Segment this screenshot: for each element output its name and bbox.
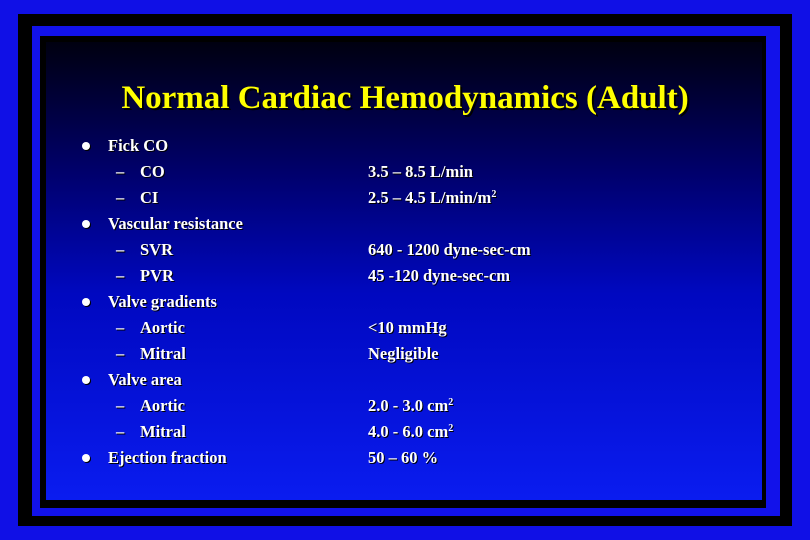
sub-item-label: SVR <box>140 240 174 259</box>
value-text: Negligible <box>368 344 439 363</box>
value-text: 4.0 - 6.0 cm <box>368 422 449 441</box>
normal-range-value <box>368 424 453 441</box>
bullet-icon <box>82 142 90 150</box>
sub-item-label: Mitral <box>140 344 186 363</box>
sub-item-label: CO <box>140 162 165 181</box>
bullet-icon <box>82 454 90 462</box>
normal-range-value <box>368 346 439 363</box>
superscript: 2 <box>448 423 454 434</box>
list-item-label: Vascular resistance <box>108 214 243 233</box>
dash-marker: – <box>116 240 125 259</box>
list-item-label: Valve area <box>108 370 182 389</box>
bullet-icon <box>82 220 90 228</box>
normal-range-value <box>368 268 510 285</box>
list-item-label: Fick CO <box>108 136 169 155</box>
value-text: <10 mmHg <box>368 318 447 337</box>
dash-marker: – <box>116 396 125 415</box>
normal-range-value <box>368 164 473 181</box>
bullet-icon <box>82 376 90 384</box>
dash-marker: – <box>116 422 125 441</box>
superscript: 2 <box>448 397 454 408</box>
dash-marker: – <box>116 266 125 285</box>
normal-range-value <box>368 190 496 207</box>
normal-range-value <box>368 398 453 415</box>
normal-range-value <box>368 320 447 337</box>
bullet-icon <box>82 298 90 306</box>
dash-marker: – <box>116 188 125 207</box>
normal-range-value <box>368 242 531 259</box>
slide-title: Normal Cardiac Hemodynamics (Adult) <box>121 80 689 116</box>
value-text: 2.5 – 4.5 L/min/m <box>368 188 492 207</box>
sub-item-label: Mitral <box>140 422 186 441</box>
list-item-label: Valve gradients <box>108 292 217 311</box>
dash-marker: – <box>116 344 125 363</box>
sub-item-label: PVR <box>140 266 174 285</box>
normal-range-value <box>368 450 438 467</box>
sub-item-label: Aortic <box>140 318 185 337</box>
dash-marker: – <box>116 162 125 181</box>
value-text: 50 – 60 % <box>368 448 439 467</box>
sub-item-label: CI <box>140 188 159 207</box>
value-text: 640 - 1200 dyne-sec-cm <box>368 240 531 259</box>
sub-item-label: Aortic <box>140 396 185 415</box>
dash-marker: – <box>116 318 125 337</box>
value-text: 2.0 - 3.0 cm <box>368 396 449 415</box>
value-text: 45 -120 dyne-sec-cm <box>368 266 511 285</box>
superscript: 2 <box>491 189 497 200</box>
value-text: 3.5 – 8.5 L/min <box>368 162 473 181</box>
list-item-label: Ejection fraction <box>108 448 227 467</box>
